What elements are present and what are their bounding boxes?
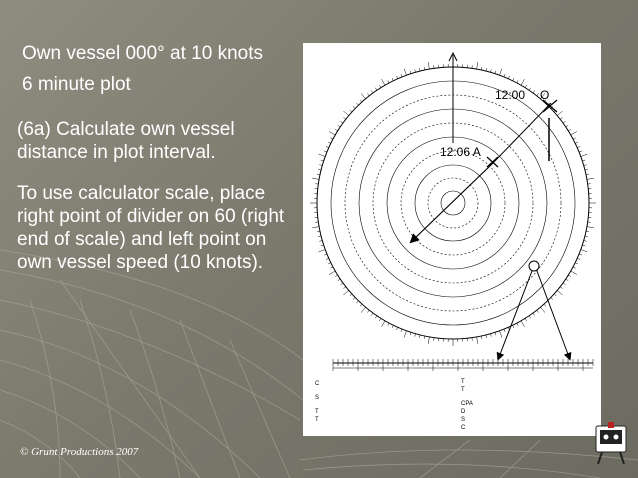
bearing-tick [551,297,553,299]
own-vessel-track [493,103,551,163]
bearing-tick [554,294,556,296]
bearing-tick [500,69,502,76]
bearing-tick [584,165,587,166]
bearing-tick [324,151,327,152]
bearing-tick [577,258,580,259]
bearing-tick [356,301,358,303]
bearing-tick [477,62,478,69]
right-col-row: CPA [461,401,473,407]
bearing-tick [533,313,535,315]
bearing-tick [396,76,397,79]
logarithmic-scale [333,359,593,371]
left-col-row: S [315,395,320,401]
bearing-tick [419,68,420,71]
bearing-tick [573,267,576,268]
bearing-tick [343,117,345,119]
left-col-row: T [315,409,319,415]
bearing-tick [328,263,331,264]
bearing-tick [319,165,322,166]
range-ring [441,191,465,215]
bearing-tick [571,271,577,275]
bearing-tick [350,294,352,296]
bearing-tick [521,321,525,327]
bearing-tick [350,110,352,112]
bearing-tick [401,329,402,332]
bearing-tick [379,318,381,321]
bearing-tick [341,121,343,123]
right-col-row: T [461,387,465,393]
bearing-tick [563,121,565,123]
bearing-tick [537,93,539,95]
bearing-tick [577,146,580,147]
bearing-tick [361,93,365,98]
bearing-tick [495,71,496,74]
right-data-column [461,379,473,431]
bearing-tick [533,91,535,93]
right-col-row: D [461,409,466,415]
bearing-tick [319,240,322,241]
plot-label-1200: 12:00 [495,88,526,102]
range-ring [428,178,478,228]
bearing-tick [338,279,340,281]
bearing-tick [415,334,416,337]
bearing-tick [353,106,355,108]
bearing-tick [517,323,518,326]
position-marker-1200 [543,100,557,112]
bearing-tick [428,337,429,344]
bearing-tick [566,279,568,281]
bearing-tick [321,160,324,161]
bearing-tick [392,78,393,81]
heading-plot-interval: 6 minute plot [22,74,131,95]
bearing-tick [586,174,589,175]
bearing-tick [525,85,527,88]
bearing-tick [396,327,397,330]
bearing-tick [419,335,420,338]
bearing-tick [424,67,425,70]
bearing-tick [566,125,568,127]
mascot-icon [590,420,632,466]
bearing-tick [575,142,578,143]
bearing-tick [575,263,578,264]
left-col-row: C [315,381,320,387]
bearing-tick [568,275,571,277]
bearing-tick [586,231,589,232]
bearing-tick [579,151,582,152]
bearing-tick [486,68,487,71]
bearing-tick [343,290,348,294]
bearing-tick [508,76,509,79]
bearing-tick [525,318,527,321]
bearing-tick [571,132,577,136]
bearing-tick [587,178,594,179]
bearing-tick [490,69,491,72]
bearing-tick [582,160,585,161]
bearing-tick [560,117,562,119]
bearing-tick [587,227,594,228]
bearing-tick [324,254,327,255]
bearing-tick [490,334,491,337]
right-col-row: S [461,417,466,423]
left-data-column [315,381,320,423]
bearing-tick [585,236,588,237]
bearing-tick [360,304,362,306]
bearing-tick [343,111,348,115]
bearing-tick [540,307,544,312]
bearing-tick [477,337,478,344]
bearing-tick [424,336,425,339]
bearing-tick [388,80,389,83]
bearing-tick [317,174,320,175]
position-marker-1206 [487,157,498,167]
bearing-tick [392,325,393,328]
bearing-tick [521,79,525,85]
bearing-tick [360,100,362,102]
plot-label-1206: 12:06 A [440,145,481,159]
bearing-tick [495,332,496,335]
copyright-footer: © Grunt Productions 2007 [20,446,139,458]
bearing-tick [401,74,402,77]
bearing-tick [582,245,585,246]
right-col-row: C [461,425,466,431]
bearing-tick [361,307,365,312]
bearing-tick [375,88,377,90]
bearing-tick [312,227,319,228]
bearing-tick [328,142,331,143]
bearing-tick [329,132,335,136]
bearing-tick [326,146,329,147]
bearing-tick [544,304,546,306]
bearing-tick [513,325,514,328]
bearing-tick [335,129,338,131]
bearing-tick [579,254,582,255]
instruction-calculator-scale: To use calculator scale, place right point of divider on 60 (right end of scale) and left point on own vessel speed (10 knots). [17,183,285,273]
bearing-tick [581,154,588,156]
bearing-tick [517,80,518,83]
bearing-tick [371,91,373,93]
bearing-tick [312,178,319,179]
bearing-tick [513,78,514,81]
maneuvering-board [303,43,601,436]
bearing-tick [319,154,326,156]
bearing-tick [581,250,588,252]
bearing-tick [529,88,531,90]
bearing-tick [573,138,576,139]
bearing-tick [338,125,340,127]
bearing-tick [584,240,587,241]
bearing-tick [318,169,321,170]
bearing-tick [504,74,505,77]
instruction-step-6a: (6a) Calculate own vessel distance in plot interval. [17,119,235,163]
bearing-tick [341,283,343,285]
bearing-tick [415,69,416,72]
bearing-tick [367,93,369,95]
bearing-tick [375,316,377,318]
bearing-tick [560,287,562,289]
bearing-tick [486,335,487,338]
bearing-tick [557,111,562,115]
maneuvering-board-panel [303,43,601,436]
bearing-tick [343,287,345,289]
bearing-tick [504,329,505,332]
bearing-tick [371,313,373,315]
bearing-tick [319,250,326,252]
bearing-tick [382,79,386,85]
bearing-tick [428,62,429,69]
bearing-tick [557,290,562,294]
bearing-tick [356,103,358,105]
plot-label-o: O [540,88,550,102]
left-col-row: T [315,417,319,423]
bearing-tick [321,245,324,246]
bearing-tick [585,169,588,170]
bearing-tick [404,331,406,338]
bearing-tick [529,316,531,318]
bearing-tick [537,310,539,312]
bearing-tick [317,231,320,232]
bearing-tick [481,336,482,339]
bearing-tick [330,138,333,139]
bearing-tick [568,129,571,131]
bearing-tick [326,258,329,259]
heading-own-vessel: Own vessel 000° at 10 knots [22,43,264,64]
bearing-tick [410,332,411,335]
bearing-tick [382,321,386,327]
bearing-tick [500,331,502,338]
bearing-tick [379,85,381,88]
divider-pivot [529,261,539,271]
bearing-tick [353,297,355,299]
bearing-tick [404,69,406,76]
bearing-tick [330,267,333,268]
bearing-tick [367,310,369,312]
right-col-row: T [461,379,465,385]
bearing-tick [388,323,389,326]
bearing-tick [335,275,338,277]
bearing-tick [481,67,482,70]
bearing-tick [329,271,335,275]
bearing-tick [318,236,321,237]
bearing-tick [410,71,411,74]
bearing-tick [563,283,565,285]
